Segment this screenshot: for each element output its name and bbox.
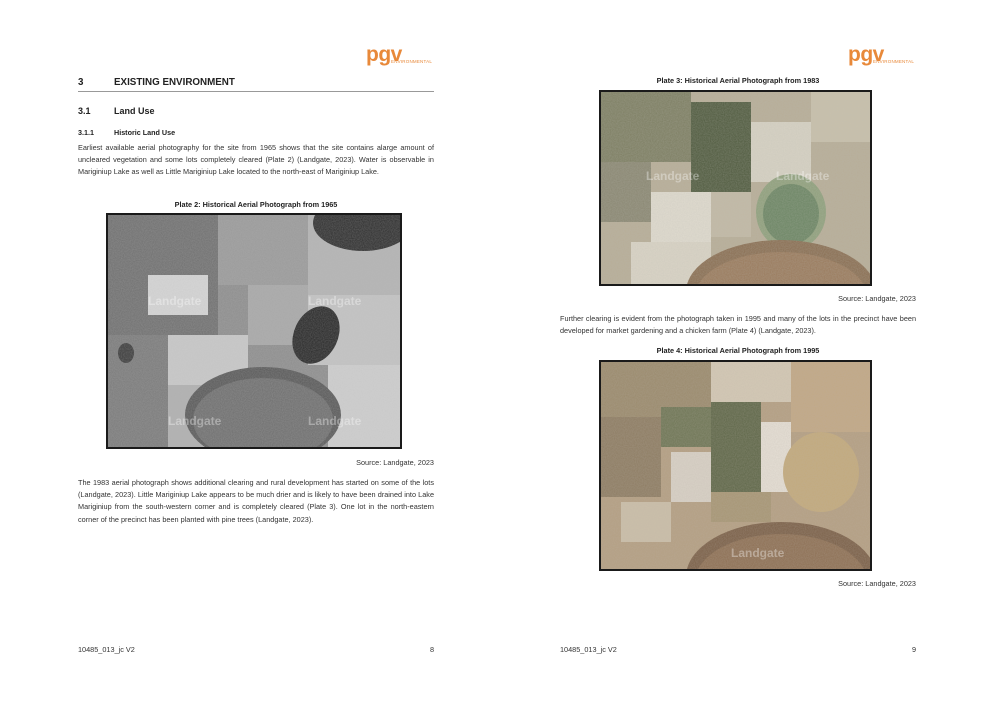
svg-text:Landgate: Landgate <box>646 169 700 183</box>
page-8: pgv ENVIRONMENTAL 3 EXISTING ENVIRONMENT 3.1 Land Use 3.1.1 Historic Land Use Earliest available aerial photography for the site from 1965 shows that the site contains alarge amount of uncleared vegetation and some lots completely cleared (Plate 2) (Landgate, 2023). Water is observable in Mariginiup Lake as well as Little Mariginiup Lake located to the north-east of Mariginiup Lake. Plate 2: Historical Aerial Photograph from 1965 Landgate Landgate Landgate Landgate Source: Landgate, 2023 The 1983 aerial photograph shows additional clearing and rural development has started on some of the lots (Landgate, 2023). Little Mariginiup Lake appears to be much drier and is likely to have been drained into Lake Mariginiup from the south-western corner and is completely cleared (Plate 3). One lot in the north-eastern corner of the precinct has been planted with pine trees (Landgate, 2023). 10485_013_jc V2 8 <box>78 43 434 654</box>
svg-text:Landgate: Landgate <box>776 169 830 183</box>
plate4-caption: Plate 4: Historical Aerial Photograph from 1995 <box>656 346 820 355</box>
page-9: pgv ENVIRONMENTAL Plate 3: Historical Aerial Photograph from 1983 Landgate Landgate Source: Landgate, 2023 Further clearing is evident from the photograph taken in 1995 and many of the lots in the precinct have been developed for market gardening and a chicken farm (Plate 4) (Landgate, 2023). Plate 4: Historical Aerial Photograph from 1995 Landgate Source: Landgate, 2023 10485_013_jc V2 9 <box>560 43 916 654</box>
svg-text:Landgate: Landgate <box>168 414 222 428</box>
subsection-heading: 3.1 Land Use <box>78 106 155 116</box>
plate2-caption: Plate 2: Historical Aerial Photograph from 1965 <box>174 200 338 209</box>
plate2-source: Source: Landgate, 2023 <box>356 458 434 467</box>
plate4-aerial-photo-1995 <box>599 360 872 571</box>
svg-text:Landgate: Landgate <box>731 546 785 560</box>
svg-text:Landgate: Landgate <box>308 294 362 308</box>
footer-doc-id: 10485_013_jc V2 <box>560 645 617 654</box>
paragraph-1995: Further clearing is evident from the photograph taken in 1995 and many of the lots in the precinct have been developed for market gardening and a chicken farm (Plate 4) (Landgate, 2023). <box>560 314 916 336</box>
plate3-source: Source: Landgate, 2023 <box>838 294 916 303</box>
plate3-aerial-photo-1983 <box>599 90 872 286</box>
paragraph-1983: The 1983 aerial photograph shows additional clearing and rural development has started on some of the lots (Landgate, 2023). Little Mariginiup Lake appears to be much drier and is likely to have been drained into Lake Mariginiup from the south-western corner and is completely cleared (Plate 3). One lot in the north-eastern corner of the precinct has been planted with pine trees (Landgate, 2023). <box>78 478 434 524</box>
plate2-aerial-photo-1965 <box>106 213 402 449</box>
svg-text:Landgate: Landgate <box>148 294 202 308</box>
svg-text:Landgate: Landgate <box>308 414 362 428</box>
footer-page-number: 9 <box>911 645 916 654</box>
plate4-source: Source: Landgate, 2023 <box>838 579 916 588</box>
footer-page-number: 8 <box>429 645 434 654</box>
section-heading: 3 EXISTING ENVIRONMENT <box>78 77 434 92</box>
footer-doc-id: 10485_013_jc V2 <box>78 645 135 654</box>
paragraph-1965: Earliest available aerial photography for the site from 1965 shows that the site contains alarge amount of uncleared vegetation and some lots completely cleared (Plate 2) (Landgate, 2023). Water is observable in Mariginiup Lake as well as Little Mariginiup Lake located to the north-east of Mariginiup Lake. <box>78 143 434 177</box>
subsubsection-heading: 3.1.1 Historic Land Use <box>78 128 176 137</box>
plate3-caption: Plate 3: Historical Aerial Photograph from 1983 <box>656 76 820 85</box>
